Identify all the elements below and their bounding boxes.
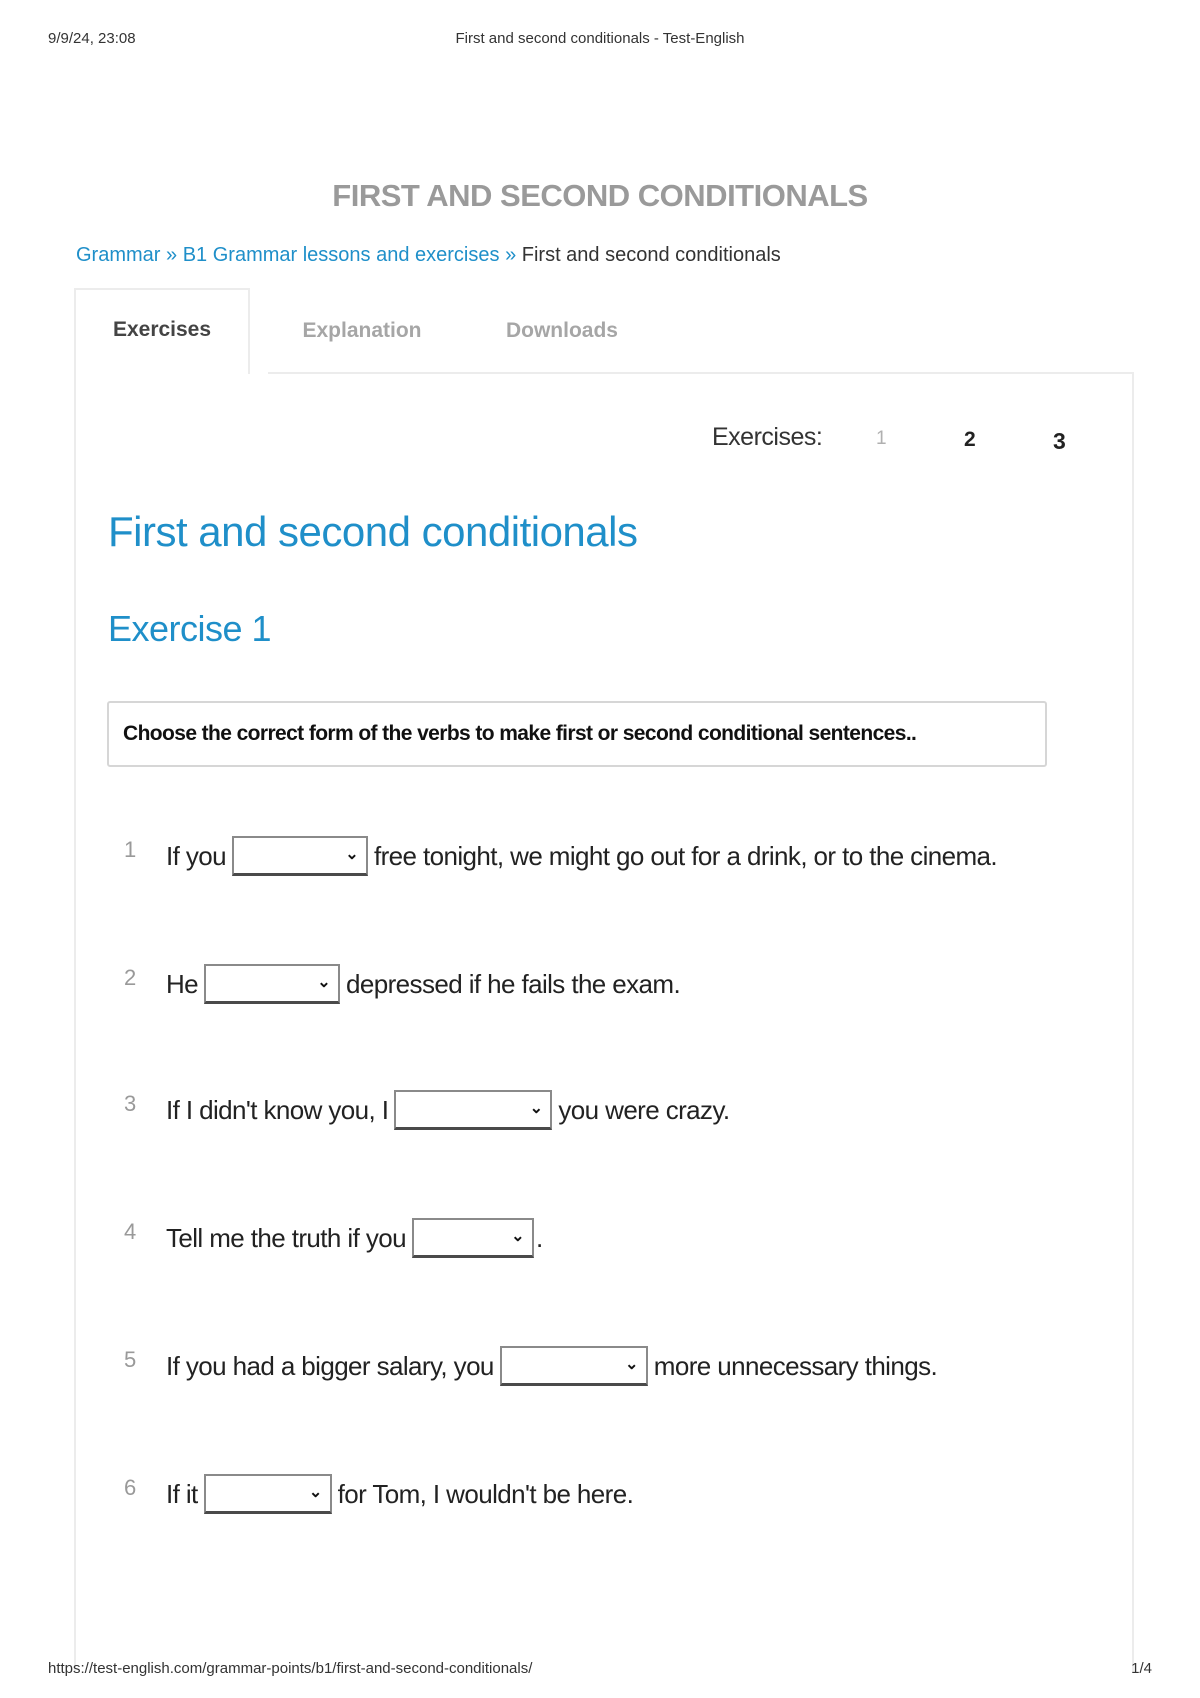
breadcrumb-separator: »	[505, 244, 517, 266]
print-date: 9/9/24, 23:08	[48, 30, 136, 47]
question-text-after: depressed if he fails the exam.	[346, 968, 681, 999]
answer-select-3[interactable]	[394, 1090, 552, 1130]
breadcrumb	[76, 244, 781, 267]
answer-select-6[interactable]	[204, 1474, 332, 1514]
breadcrumb-b1-lessons[interactable]: B1 Grammar lessons and exercises	[182, 244, 500, 266]
exercise-nav-label: Exercises:	[712, 423, 823, 451]
print-header	[48, 30, 1152, 50]
tab-exercises[interactable]: Exercises	[74, 288, 250, 374]
chevron-down-icon: ⌄	[624, 1356, 638, 1373]
exercise-link-2[interactable]: 2	[964, 428, 976, 451]
question-text-before: If you had a bigger salary, you	[166, 1350, 494, 1381]
exercise-link-1[interactable]: 1	[876, 428, 887, 449]
tab-downloads[interactable]: Downloads	[505, 319, 618, 342]
breadcrumb-current: First and second conditionals	[521, 244, 781, 266]
question-text-after: you were crazy.	[558, 1094, 730, 1125]
question-text-before: He	[166, 968, 199, 999]
chevron-down-icon: ⌄	[345, 846, 358, 863]
question-text-after: free tonight, we might go out for a drink, or to the cinema.	[374, 840, 998, 871]
chevron-down-icon: ⌄	[317, 974, 331, 991]
instructions-box: Choose the correct form of the verbs to make first or second conditional sentences..	[107, 701, 1047, 767]
question-number: 2	[124, 965, 137, 990]
question-number: 4	[124, 1219, 137, 1244]
question-number: 5	[124, 1347, 137, 1372]
answer-select-4[interactable]	[412, 1218, 534, 1258]
question-number: 3	[124, 1091, 137, 1116]
question-text-before: Tell me the truth if you	[166, 1222, 406, 1253]
print-footer	[48, 1660, 1152, 1680]
answer-select-1[interactable]	[232, 836, 368, 876]
print-url: https://test-english.com/grammar-points/b1/first-and-second-conditionals/	[48, 1660, 533, 1677]
question-text-after: for Tom, I wouldn't be here.	[337, 1478, 634, 1509]
question-number: 6	[124, 1475, 137, 1500]
print-page-number: 1/4	[1131, 1660, 1152, 1677]
print-doc-title: First and second conditionals - Test-English	[455, 30, 745, 47]
exercise-link-3[interactable]: 3	[1053, 428, 1066, 454]
exercise-title: Exercise 1	[108, 608, 272, 649]
page-title: FIRST AND SECOND CONDITIONALS	[332, 178, 868, 213]
answer-select-2[interactable]	[204, 964, 340, 1004]
question-text-before: If it	[166, 1478, 198, 1509]
answer-select-5[interactable]	[500, 1346, 648, 1386]
lesson-title: First and second conditionals	[108, 508, 638, 555]
tab-bar	[74, 288, 1134, 374]
question-text-after: .	[535, 1222, 543, 1253]
question-number: 1	[124, 837, 137, 862]
question-text-after: more unnecessary things.	[653, 1350, 938, 1381]
breadcrumb-grammar[interactable]: Grammar	[76, 244, 161, 266]
chevron-down-icon: ⌄	[529, 1100, 543, 1117]
chevron-down-icon: ⌄	[511, 1228, 524, 1245]
breadcrumb-separator: »	[166, 244, 178, 266]
question-text-before: If I didn't know you, I	[166, 1094, 389, 1125]
tab-explanation[interactable]: Explanation	[302, 319, 422, 342]
question-text-before: If you	[166, 840, 226, 871]
chevron-down-icon: ⌄	[308, 1484, 322, 1501]
